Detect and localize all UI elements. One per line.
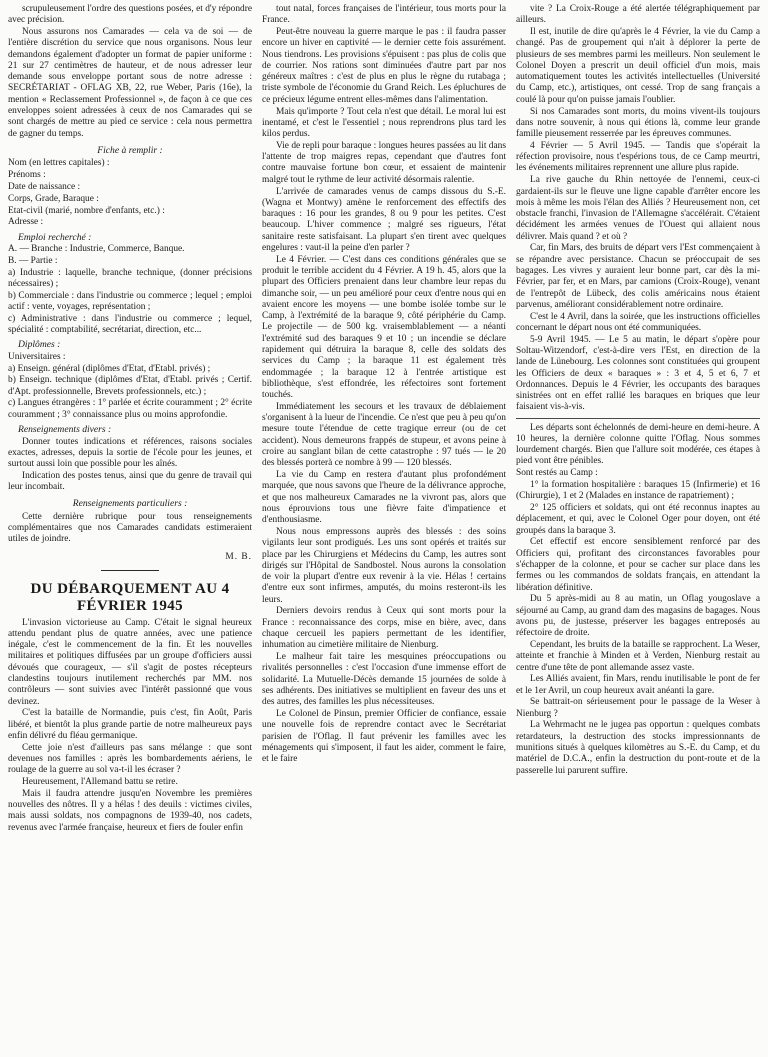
emploi-item: a) Industrie : laquelle, branche technique, (donner précisions nécessaires) ; <box>8 267 252 289</box>
emploi-item: c) Administrative : dans l'industrie ou commerce ; lequel, spécialité : comptabilité, secrétariat, direction, etc... <box>8 313 252 336</box>
paragraph: Le malheur fait taire les mesquines préoccupations ou rivalités personnelles : c'est l'occasion d'une immense effort de solidarité. La Mutuelle-Décès demande 15 journées de solde à ses adhérents. Des initiatives se multiplient en faveur des uns et des autres, des familles les plus nécessiteuses. <box>262 652 506 708</box>
page-title-line1: DU DÉBARQUEMENT AU 4 FÉVRIER 1945 <box>30 581 230 615</box>
paragraph: vite ? La Croix-Rouge a été alertée télégraphiquement par ailleurs. <box>516 4 760 26</box>
paragraph: Nous assurons nos Camarades — cela va de soi — de l'entière discrétion du service que nous organisons. Nous leur demandons également d'adopter un format de papier uniforme : 21 sur 27 centimètres de hauteur, et de nous adresser leur demande sous enveloppe portant sous de notre adresse : SECRÉTARIAT - OFLAG XB, 22, rue Weber, Paris (16e), la mention « Reclassement Professionnel », de façon à ce que ces enveloppes soient adressées à ceux de nos Camarades qui se sont chargés de mettre au pied ce service : cela nous permettra de gagner du temps. <box>8 27 252 139</box>
diplome-item: b) Enseign. technique (diplômes d'Etat, d'Etabl. privés ; Certif. d'Apt. professionnelle, Brevets professionnels, etc.) ; <box>8 375 252 397</box>
emploi-item: B. — Partie : <box>8 255 58 266</box>
emploi-item: b) Commerciale : dans l'industrie ou commerce ; lequel ; emploi actif : vente, voyages, représentation ; <box>8 290 252 312</box>
fiche-item: Adresse : <box>8 217 44 228</box>
paragraph: scrupuleusement l'ordre des questions posées, et d'y répondre avec précision. <box>8 4 252 26</box>
paragraph: La vie du Camp en restera d'autant plus profondément marquée, que nous savons que l'heure de la délivrance approche, et que nos malheureux Camarades ne la vivront pas, alors que nous éprouvions tous une fièvre faite d'impatience et d'enthousiasme. <box>262 470 506 526</box>
divider <box>101 570 159 571</box>
section-subheading-diplomes: Diplômes : <box>18 339 61 351</box>
fiche-item: Etat-civil (marié, nombre d'enfants, etc.) : <box>8 205 165 216</box>
paragraph: Heureusement, l'Allemand battu se retire. <box>22 776 178 787</box>
paragraph: 4 Février — 5 Avril 1945. — Tandis que s'opérait la réfection provisoire, nous t'espérions tous, de ce Camp meurtri, les événements militaires reprennent une allure plus rapide. <box>516 140 760 174</box>
diplome-item: c) Langues étrangères : 1° parlée et écrite couramment ; 2° écrite couramment ; 3° connaissance plus ou moins approfondie. <box>8 398 252 420</box>
diplome-item: a) Enseign. général (diplômes d'Etat, d'Etabl. privés) ; <box>8 363 211 374</box>
paragraph: Si nos Camarades sont morts, du moins vivent-ils toujours dans notre souvenir, à nous qui étions là, comme leur grande famille pieusement resserrée par les épreuves communes. <box>516 106 760 140</box>
paragraph: Cet effectif est encore sensiblement renforcé par des Officiers qui, profitant des circonstances favorables pour s'échapper de la colonne, et pour se cacher sur place dans les fermes ou les commandos de soldats français, en attendant la libération définitive. <box>516 537 760 593</box>
diplome-item: Universitaires : <box>8 351 66 362</box>
paragraph: C'est le 4 Avril, dans la soirée, que les instructions officielles concernant le départ nous ont été communiquées. <box>516 311 760 333</box>
paragraph: Le 4 Février. — C'est dans ces conditions générales que se produit le terrible accident du 4 Février. A 19 h. 45, alors que la plupart des Officiers prenaient dans leur chambre leur repas du dimanche soir, — un peu amélioré pour ceux d'entre nous qui en avaient encore les moyens — une bombe isolée tombe sur le Camp, à l'extrémité de la baraque 9, côté périphérie du Camp. Le projectile — de 500 kg. vraisemblablement — a néanti l'extrémité sud des baraques 9 et 10 ; un incendie se déclare rapidement qui détruira la baraque 8, celle des soldats des services du Camp ; la baraque 11 est également très endommagée ; la baraque 12 à l'entrée artistique est bibliothèque, s'est effondrée, les réfectoires sont fortement touchés. <box>262 254 506 401</box>
paragraph: Car, fin Mars, des bruits de départ vers l'Est commençaient à se répandre avec persistance. Chacun se préoccupait de ses bagages. Les vivres y auraient leur bonne part, car dès la mi-Février, par fer, et en Mars, par camions (Croix-Rouge), venant de l'entrepôt de Lübeck, des colis américains nous étaient parvenus, améliorant considérablement notre ordinaire. <box>516 243 760 310</box>
section-subheading-fiche: Fiche à remplir : <box>97 144 163 156</box>
divider-right <box>516 418 760 419</box>
paragraph: Donner toutes indications et références, raisons sociales exactes, adresses, depuis la sortie de l'école pour les jeunes, et surtout aussi loin que possible pour les aînés. <box>8 436 252 470</box>
paragraph: L'invasion victorieuse au Camp. C'était le signal heureux attendu pendant plus de quatre années, avec une patience inégale, c'est le commencement de la fin. Et les nouvelles militaires et politiques diffusées par un groupe d'officiers aussi dévoués que courageux, — s'il s'agit de postes récepteurs clandestins toujours inutilement recherchés par MM. nos contrôleurs — sont suivies avec l'intérêt passionné que vous devinez. <box>8 617 252 707</box>
fiche-item: Nom (en lettres capitales) : <box>8 158 110 169</box>
paragraph: Derniers devoirs rendus à Ceux qui sont morts pour la France : reconnaissance des corps, mise en bière, avec, dans chaque cercueil les papiers permettant de les identifier, inhumation au cimetière militaire de Nienburg. <box>262 606 506 651</box>
signature: M. B. <box>225 551 252 562</box>
paragraph: La rive gauche du Rhin nettoyée de l'ennemi, ceux-ci gardaient-ils sur le fleuve une ligne capable d'arrêter encore les mois à même les mois l'élan des Alliés ? Heureusement non, cet obstacle franchi, l'invasion de l'Allemagne s'accélérait. C'étaient décidément les armées venues de l'Ouest qui allaient nous délivrer. Mais quand ? et où ? <box>516 175 760 242</box>
paragraph: Indication des postes tenus, ainsi que du genre de travail qui leur incombait. <box>8 470 252 493</box>
paragraph: Nous nous empressons auprès des blessés : des soins vigilants leur sont prodigués. Les uns sont opérés et traités sur place par les Chirurgiens et Médecins du Camp, les autres sont dirigés sur l'Hôpital de Sandbostel. Nous aurons la consolation de voir la plupart d'entre eux revenir à la vie. Hélas ! certains d'entre eux sont infirmes, amputés, du moins resteront-ils les leurs. <box>262 526 506 605</box>
paragraph: Mais qu'importe ? Tout cela n'est que détail. Le moral lui est inentamé, et c'est le l'essentiel ; nous reprendrons plus tard les kilos perdus. <box>262 106 506 140</box>
paragraph: Le Colonel de Pinsun, premier Officier de confiance, essaie une nouvelle fois de reprendre contact avec le Secrétariat parisien de l'Oflag. Il faut prévenir les familles avec les ménagements qui s'imposent, il faut les aider, comment le faire, et le faire <box>262 708 506 765</box>
paragraph: Cependant, les bruits de la bataille se rapprochent. La Weser, atteinte et franchie à Minden et à Verden, Nienburg restait au centre d'une tête de pont allemande assez vaste. <box>516 639 760 673</box>
paragraph: Les départs sont échelonnés de demi-heure en demi-heure. A 10 heures, la dernière colonne quitte l'Oflag. Nous sommes lourdement chargés. Bien que l'allure soit modérée, ces étapes à pied vont être pénibles. <box>516 422 760 467</box>
emploi-item: A. — Branche : Industrie, Commerce, Banque. <box>8 244 185 255</box>
paragraph: Peut-être nouveau la guerre marque le pas : il faudra passer encore un hiver en captivité — le dernier cette fois assurément. Nous tiendrons. Les provisions s'épuisent : pas plus de colis que de courrier. Nos rations sont diminuées d'autre part par nos généreux maîtres : c'est de plus en plus le règne du rutabaga ; triste symbole de l'économie du Grand Reich. Les épluchures de ce précieux légume entrent elles-mêmes dans l'alimentation. <box>262 27 506 105</box>
paragraph: Sont restés au Camp : <box>516 468 598 479</box>
paragraph: Il est, inutile de dire qu'après le 4 Février, la vie du Camp a changé. Pas de groupement qui n'ait à déplorer la perte de plusieurs de ses membres parmi les meilleurs. Non seulement le Colonel Doyen a prescrit un deuil officiel d'un mois, mais automatiquement toutes les activités intellectuelles (Université du Camp, etc.), artistiques, ont cessé. Trop de sang français a coulé là pour qu'on puisse jamais l'oublier. <box>516 27 760 105</box>
paragraph: Cette dernière rubrique pour tous renseignements complémentaires que nos Camarades candidats estimeraient utiles de joindre. <box>8 511 252 545</box>
paragraph: C'est la bataille de Normandie, puis c'est, fin Août, Paris libéré, et bientôt la plus grande partie de notre malheureux pays enfin délivré du fléau germanique. <box>8 708 252 741</box>
paragraph: Mais il faudra attendre jusqu'en Novembre les premières nouvelles des nôtres. Il y a hélas ! des deuils : victimes civiles, mais aussi soldats, nos compagnons de 1939-40, nos cadets, revenus avec l'armée française, heureux et fiers de fouler enfin <box>8 788 252 833</box>
paragraph: tout natal, forces françaises de l'intérieur, tous morts pour la France. <box>262 4 506 26</box>
three-column-layout <box>8 4 760 1053</box>
paragraph: Cette joie n'est d'ailleurs pas sans mélange : que sont devenues nos familles : après les bombardements aériens, le roulage de la guerre au sol va-t-il les écraser ? <box>8 742 252 776</box>
fiche-item: Date de naissance : <box>8 181 81 192</box>
paragraph: Vie de repli pour baraque : longues heures passées au lit dans l'attente de trop maigres repas, cependant que d'autres font contre mauvaise fortune bon cœur, et essaient de maintenir malgré tout le rythme de leur activité désormais ralentie. <box>262 140 506 185</box>
paragraph: 1° la formation hospitalière : baraques 15 (Infirmerie) et 16 (Chirurgie), 1 et 2 (Malades en instance de rapatriement) ; <box>516 480 760 502</box>
column-middle <box>262 4 506 1053</box>
paragraph: La Wehrmacht ne le jugea pas opportun : quelques combats retardateurs, la destruction des stocks impressionnants de munitions situés à quelques kilomètres au S.-E. du Camp, et du matériel de D.C.A., enfin la destruction du pont-route et de la passerelle lui parurent suffire. <box>516 720 760 776</box>
paragraph: Les Alliés avaient, fin Mars, rendu inutilisable le pont de fer et le 1er Avril, un coup heureux avait anéanti la gare. <box>516 674 760 696</box>
section-subheading-emploi: Emploi recherché : <box>18 231 92 243</box>
paragraph: 2° 125 officiers et soldats, qui ont été reconnus inaptes au déplacement, et qui, avec le Colonel Oger pour doyen, ont été groupés dans la baraque 3. <box>516 503 760 536</box>
paragraph: 5-9 Avril 1945. — Le 5 au matin, le départ s'opère pour Soltau-Witzendorf, c'est-à-dire vers l'Est, en direction de la lande de Lünebourg. Les colonnes sont constituées qui groupent les Officiers de deux « baraques » : 3 et 4, 5 et 6, 7 et Ordonnances. Depuis le 4 Février, les occupants des baraques sinistrées ont en effet rallié les baraques en briques que leur faisaient vis-à-vis. <box>516 334 760 413</box>
section-subheading-renseignements: Renseignements divers : <box>18 424 112 435</box>
column-right <box>516 4 760 1053</box>
paragraph: Se battrait-on sérieusement pour le passage de la Weser à Nienburg ? <box>516 697 760 719</box>
paragraph: L'arrivée de camarades venus de camps dissous du S.-E. (Wagna et Montwy) amène le renforcement des effectifs des baraques : 16 pour les grandes, 8 ou 9 pour les petites. C'est beaucoup. L'hiver commence ; malgré ses rigueurs, l'état sanitaire reste satisfaisant. La plupart s'en tirent avec quelques engelures : vaut-il la peine d'en parler ? <box>262 186 506 253</box>
column-left <box>8 4 252 1053</box>
fiche-item: Corps, Grade, Baraque : <box>8 193 99 204</box>
section-subheading-particuliers: Renseignements particuliers : <box>72 498 188 510</box>
fiche-item: Prénoms : <box>8 170 46 181</box>
paragraph: Du 5 après-midi au 8 au matin, un Oflag yougoslave a séjourné au Camp, au grand dam des magasins de bagages. Nous avons pu, de justesse, préserver les bagages entreposés au réfectoire de droite. <box>516 594 760 639</box>
paragraph: Immédiatement les secours et les travaux de déblaiement s'organisent à la lueur de l'incendie. Ce n'est que peu à peu qu'on mesure toute l'étendue de cette tragique erreur (ou de cet accident). Nous demeurons frappés de stupeur, et avons peine à croire au sanglant bilan de cette catastrophe : 97 tués — le 20 des blessés porterà ce nombre à 99 — 120 blessés. <box>262 401 506 469</box>
